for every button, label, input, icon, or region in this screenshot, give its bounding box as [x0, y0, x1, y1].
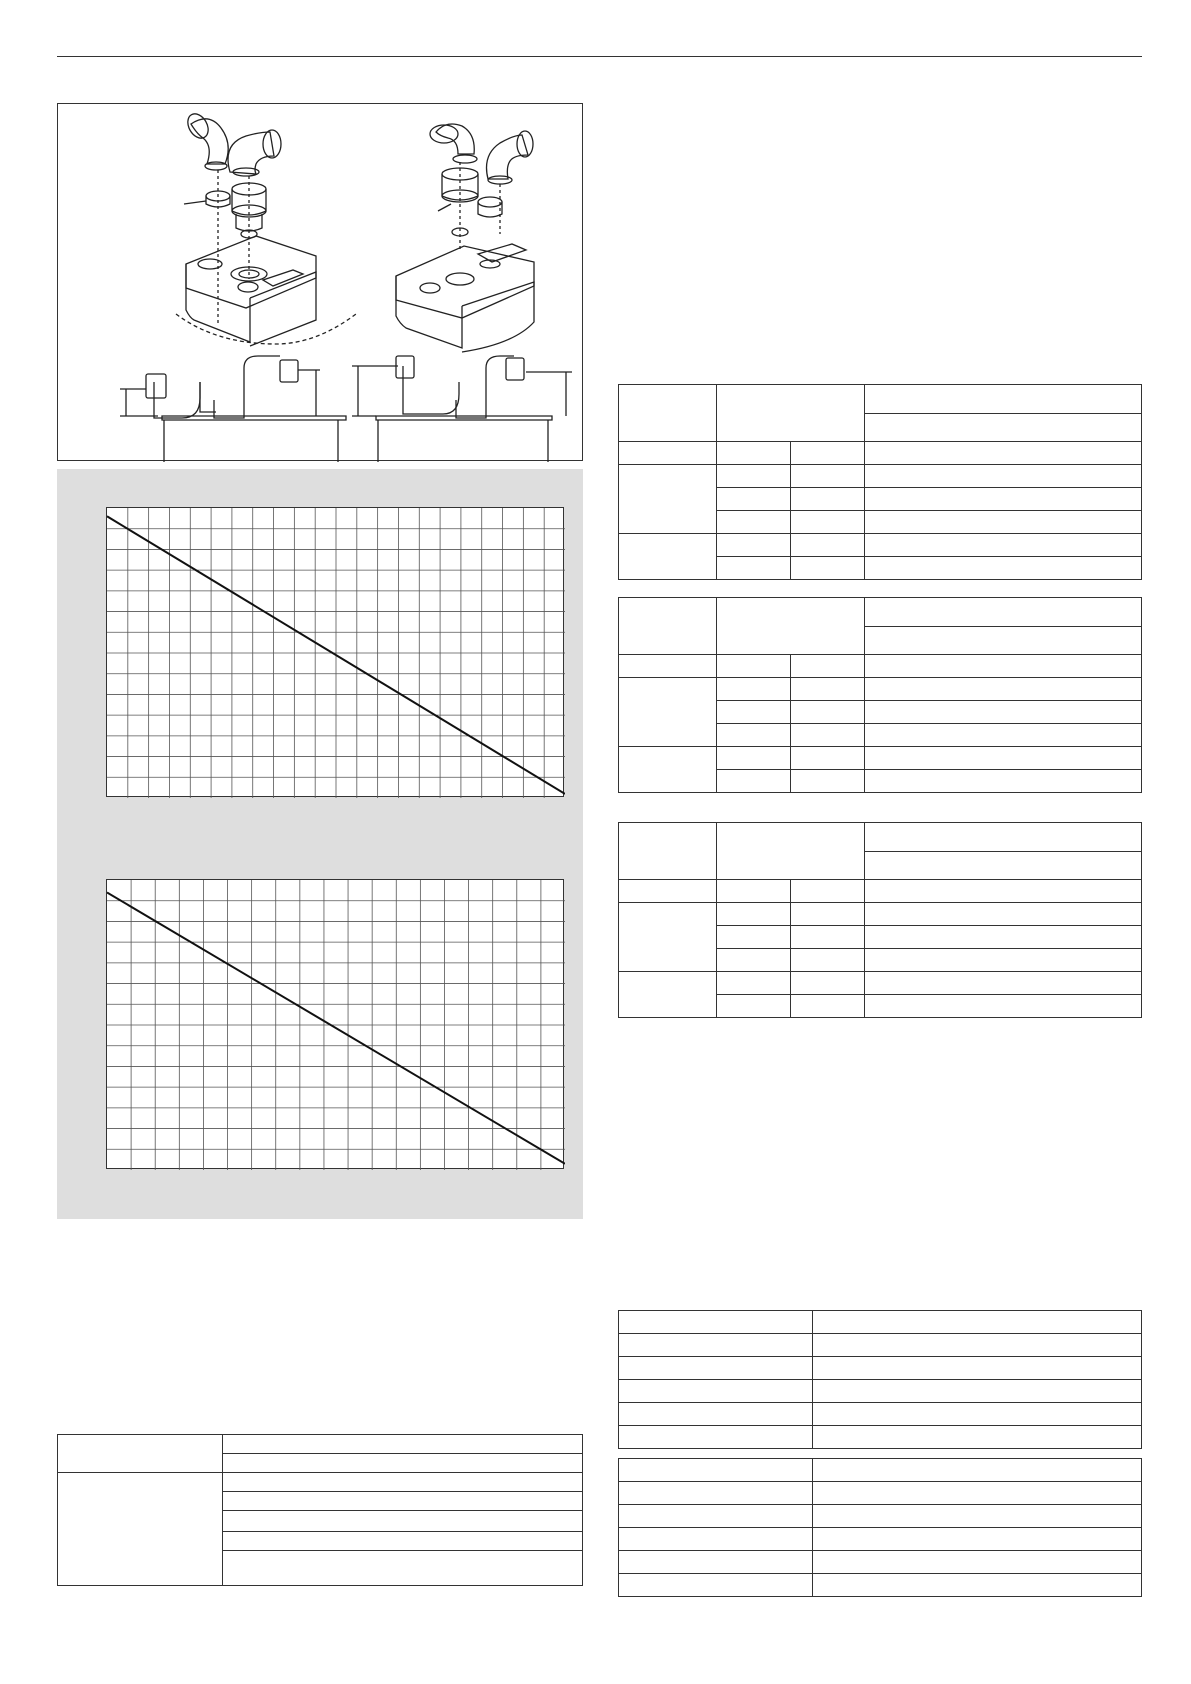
- table-cell: [791, 465, 865, 488]
- table-cell: [223, 1492, 583, 1511]
- table-cell: [813, 1357, 1142, 1380]
- table-cell: [619, 655, 717, 678]
- table-right-b: [618, 597, 1142, 793]
- table-cell: [865, 557, 1142, 580]
- table-cell: [865, 903, 1142, 926]
- table-cell: [791, 972, 865, 995]
- table-cell: [791, 678, 865, 701]
- table-cell: [865, 724, 1142, 747]
- table-cell: [619, 385, 717, 442]
- table-cell: [717, 701, 791, 724]
- table-cell: [619, 1528, 813, 1551]
- table-cell: [223, 1511, 583, 1532]
- table-cell: [791, 926, 865, 949]
- table-cell: [865, 534, 1142, 557]
- flue-connection-figure: [57, 103, 583, 461]
- table-cell: [813, 1380, 1142, 1403]
- table-cell: [791, 995, 865, 1018]
- table-cell: [717, 655, 791, 678]
- table-right-d: [618, 1310, 1142, 1449]
- table-cell: [813, 1505, 1142, 1528]
- table-cell: [717, 385, 865, 442]
- table-cell: [619, 823, 717, 880]
- graph-top: [106, 507, 564, 797]
- table-cell: [791, 747, 865, 770]
- graph-bottom-series-line: [107, 892, 565, 1163]
- table-cell: [865, 488, 1142, 511]
- table-cell: [791, 655, 865, 678]
- graph-top-plot: [107, 508, 565, 798]
- table-cell: [865, 851, 1142, 880]
- table-cell: [619, 465, 717, 534]
- table-cell: [619, 1482, 813, 1505]
- table-cell: [865, 465, 1142, 488]
- table-cell: [717, 903, 791, 926]
- table-cell: [791, 903, 865, 926]
- table-cell: [717, 534, 791, 557]
- table-cell: [813, 1482, 1142, 1505]
- table-cell: [717, 724, 791, 747]
- table-cell: [865, 949, 1142, 972]
- table-cell: [717, 442, 791, 465]
- table-cell: [865, 655, 1142, 678]
- table-cell: [865, 747, 1142, 770]
- table-right-c: [618, 822, 1142, 1018]
- table-cell: [223, 1551, 583, 1586]
- table-cell: [865, 770, 1142, 793]
- table-cell: [717, 465, 791, 488]
- table-cell: [791, 442, 865, 465]
- table-cell: [717, 995, 791, 1018]
- table-cell: [791, 724, 865, 747]
- table-cell: [619, 1334, 813, 1357]
- table-cell: [717, 770, 791, 793]
- table-cell: [791, 701, 865, 724]
- table-right-a: [618, 384, 1142, 580]
- table-cell: [619, 1505, 813, 1528]
- table-cell: [619, 1311, 813, 1334]
- table-cell: [865, 511, 1142, 534]
- table-cell: [791, 534, 865, 557]
- table-cell: [813, 1528, 1142, 1551]
- table-cell: [619, 1551, 813, 1574]
- table-cell: [717, 557, 791, 580]
- table-cell: [619, 534, 717, 580]
- table-cell: [619, 747, 717, 793]
- table-cell: [865, 995, 1142, 1018]
- table-cell: [717, 926, 791, 949]
- table-cell: [865, 701, 1142, 724]
- flue-assembly-drawing: [58, 104, 584, 462]
- table-cell: [865, 598, 1142, 627]
- table-left-a: [57, 1434, 583, 1586]
- table-cell: [865, 442, 1142, 465]
- table-cell: [619, 598, 717, 655]
- table-cell: [717, 488, 791, 511]
- table-cell: [619, 678, 717, 747]
- table-cell: [813, 1574, 1142, 1597]
- table-cell: [813, 1334, 1142, 1357]
- table-cell: [717, 598, 865, 655]
- table-cell: [717, 880, 791, 903]
- table-cell: [865, 823, 1142, 852]
- table-cell: [865, 678, 1142, 701]
- graph-bottom: [106, 879, 564, 1169]
- table-cell: [865, 880, 1142, 903]
- table-cell: [865, 626, 1142, 655]
- table-cell: [865, 413, 1142, 442]
- table-cell: [619, 1574, 813, 1597]
- table-cell: [619, 972, 717, 1018]
- table-cell: [813, 1403, 1142, 1426]
- table-cell: [791, 557, 865, 580]
- table-cell: [58, 1435, 223, 1473]
- graph-bottom-plot: [107, 880, 565, 1170]
- table-cell: [619, 1380, 813, 1403]
- table-cell: [813, 1551, 1142, 1574]
- table-cell: [791, 949, 865, 972]
- graphs-panel: [57, 469, 583, 1219]
- table-cell: [813, 1459, 1142, 1482]
- table-cell: [619, 1357, 813, 1380]
- table-cell: [865, 972, 1142, 995]
- table-cell: [619, 1403, 813, 1426]
- table-cell: [865, 926, 1142, 949]
- table-cell: [717, 972, 791, 995]
- table-cell: [717, 823, 865, 880]
- table-cell: [717, 949, 791, 972]
- table-cell: [619, 880, 717, 903]
- table-right-e: [618, 1458, 1142, 1597]
- table-cell: [223, 1454, 583, 1473]
- table-cell: [717, 511, 791, 534]
- table-cell: [619, 903, 717, 972]
- table-cell: [865, 385, 1142, 414]
- table-cell: [813, 1426, 1142, 1449]
- table-cell: [717, 747, 791, 770]
- table-cell: [791, 770, 865, 793]
- table-cell: [223, 1435, 583, 1454]
- table-cell: [58, 1473, 223, 1586]
- table-cell: [791, 880, 865, 903]
- table-cell: [813, 1311, 1142, 1334]
- table-cell: [791, 488, 865, 511]
- table-cell: [223, 1473, 583, 1492]
- table-cell: [717, 678, 791, 701]
- table-cell: [619, 1426, 813, 1449]
- table-cell: [791, 511, 865, 534]
- table-cell: [223, 1532, 583, 1551]
- header-rule: [57, 56, 1142, 57]
- table-cell: [619, 442, 717, 465]
- table-cell: [619, 1459, 813, 1482]
